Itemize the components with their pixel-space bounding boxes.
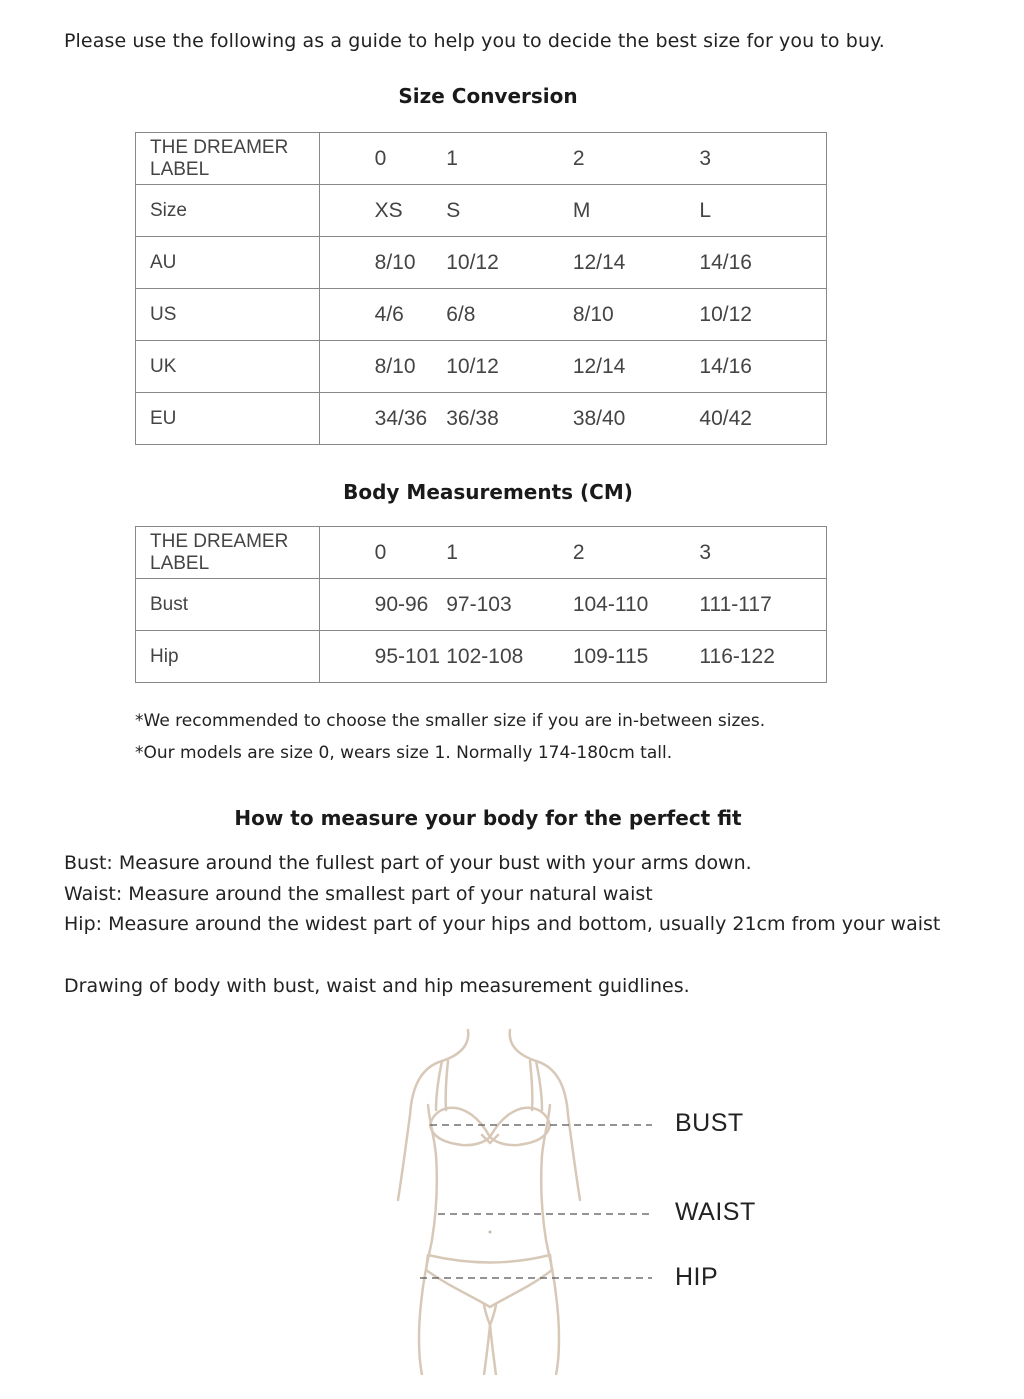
table-cell: 104-110: [573, 579, 700, 631]
table-cell: 2: [573, 527, 700, 579]
table-cell: 109-115: [573, 631, 700, 683]
table-cell: S: [446, 185, 573, 237]
table-cell: 8/10: [319, 237, 446, 289]
hip-instruction: Hip: Measure around the widest part of your hips and bottom, usually 21cm from your waist: [64, 913, 941, 935]
table-cell: 6/8: [446, 289, 573, 341]
waist-label: WAIST: [675, 1198, 756, 1226]
table-row: [136, 527, 827, 579]
hip-label: HIP: [675, 1263, 719, 1291]
table-cell: 10/12: [446, 237, 573, 289]
table-cell: 1: [446, 527, 573, 579]
waist-instruction: Waist: Measure around the smallest part of your natural waist: [64, 883, 653, 905]
table-cell: 90-96: [319, 579, 446, 631]
note-smaller-size: *We recommended to choose the smaller size if you are in-between sizes.: [135, 711, 766, 731]
table-cell: 14/16: [699, 341, 826, 393]
table-cell: 111-117: [699, 579, 826, 631]
bust-instruction: Bust: Measure around the fullest part of your bust with your arms down.: [64, 852, 752, 874]
table-cell: 36/38: [446, 393, 573, 445]
table-row: [136, 237, 827, 289]
table-cell: 12/14: [573, 341, 700, 393]
note-model-size: *Our models are size 0, wears size 1. Normally 174-180cm tall.: [135, 743, 673, 763]
size-conversion-table: [135, 132, 827, 445]
body-outline: [398, 1030, 580, 1375]
row-label: Hip: [136, 631, 320, 683]
row-label: Bust: [136, 579, 320, 631]
table-cell: 97-103: [446, 579, 573, 631]
table-row: [136, 393, 827, 445]
body-figure-illustration: [390, 1025, 670, 1375]
table-cell: 2: [573, 133, 700, 185]
body-measurements-table: [135, 526, 827, 683]
table-row: [136, 133, 827, 185]
navel-mark: [489, 1231, 492, 1234]
table-cell: 4/6: [319, 289, 446, 341]
row-label: Size: [136, 185, 320, 237]
table-cell: 10/12: [699, 289, 826, 341]
intro-text: Please use the following as a guide to help you to decide the best size for you to buy.: [64, 30, 885, 52]
how-to-title: How to measure your body for the perfect fit: [234, 806, 742, 830]
table-row: [136, 185, 827, 237]
table-cell: XS: [319, 185, 446, 237]
bust-label: BUST: [675, 1109, 744, 1137]
table-cell: 3: [699, 133, 826, 185]
table-cell: 14/16: [699, 237, 826, 289]
size-conversion-title: Size Conversion: [398, 84, 578, 108]
row-label: THE DREAMER LABEL: [136, 133, 320, 185]
table-cell: 102-108: [446, 631, 573, 683]
row-label: THE DREAMER LABEL: [136, 527, 320, 579]
table-cell: 34/36: [319, 393, 446, 445]
row-label: AU: [136, 237, 320, 289]
table-row: [136, 289, 827, 341]
table-row: [136, 341, 827, 393]
table-cell: 3: [699, 527, 826, 579]
table-cell: L: [699, 185, 826, 237]
measurement-guidelines: [420, 1125, 652, 1278]
table-cell: 40/42: [699, 393, 826, 445]
table-cell: 95-101: [319, 631, 446, 683]
row-label: EU: [136, 393, 320, 445]
table-cell: M: [573, 185, 700, 237]
table-cell: 8/10: [319, 341, 446, 393]
table-row: [136, 579, 827, 631]
table-cell: 1: [446, 133, 573, 185]
table-cell: 8/10: [573, 289, 700, 341]
drawing-caption: Drawing of body with bust, waist and hip measurement guidlines.: [64, 975, 690, 997]
table-cell: 0: [319, 527, 446, 579]
table-cell: 12/14: [573, 237, 700, 289]
table-cell: 116-122: [699, 631, 826, 683]
table-cell: 38/40: [573, 393, 700, 445]
table-cell: 10/12: [446, 341, 573, 393]
body-measurements-title: Body Measurements (CM): [343, 480, 633, 504]
row-label: US: [136, 289, 320, 341]
table-cell: 0: [319, 133, 446, 185]
table-row: [136, 631, 827, 683]
row-label: UK: [136, 341, 320, 393]
